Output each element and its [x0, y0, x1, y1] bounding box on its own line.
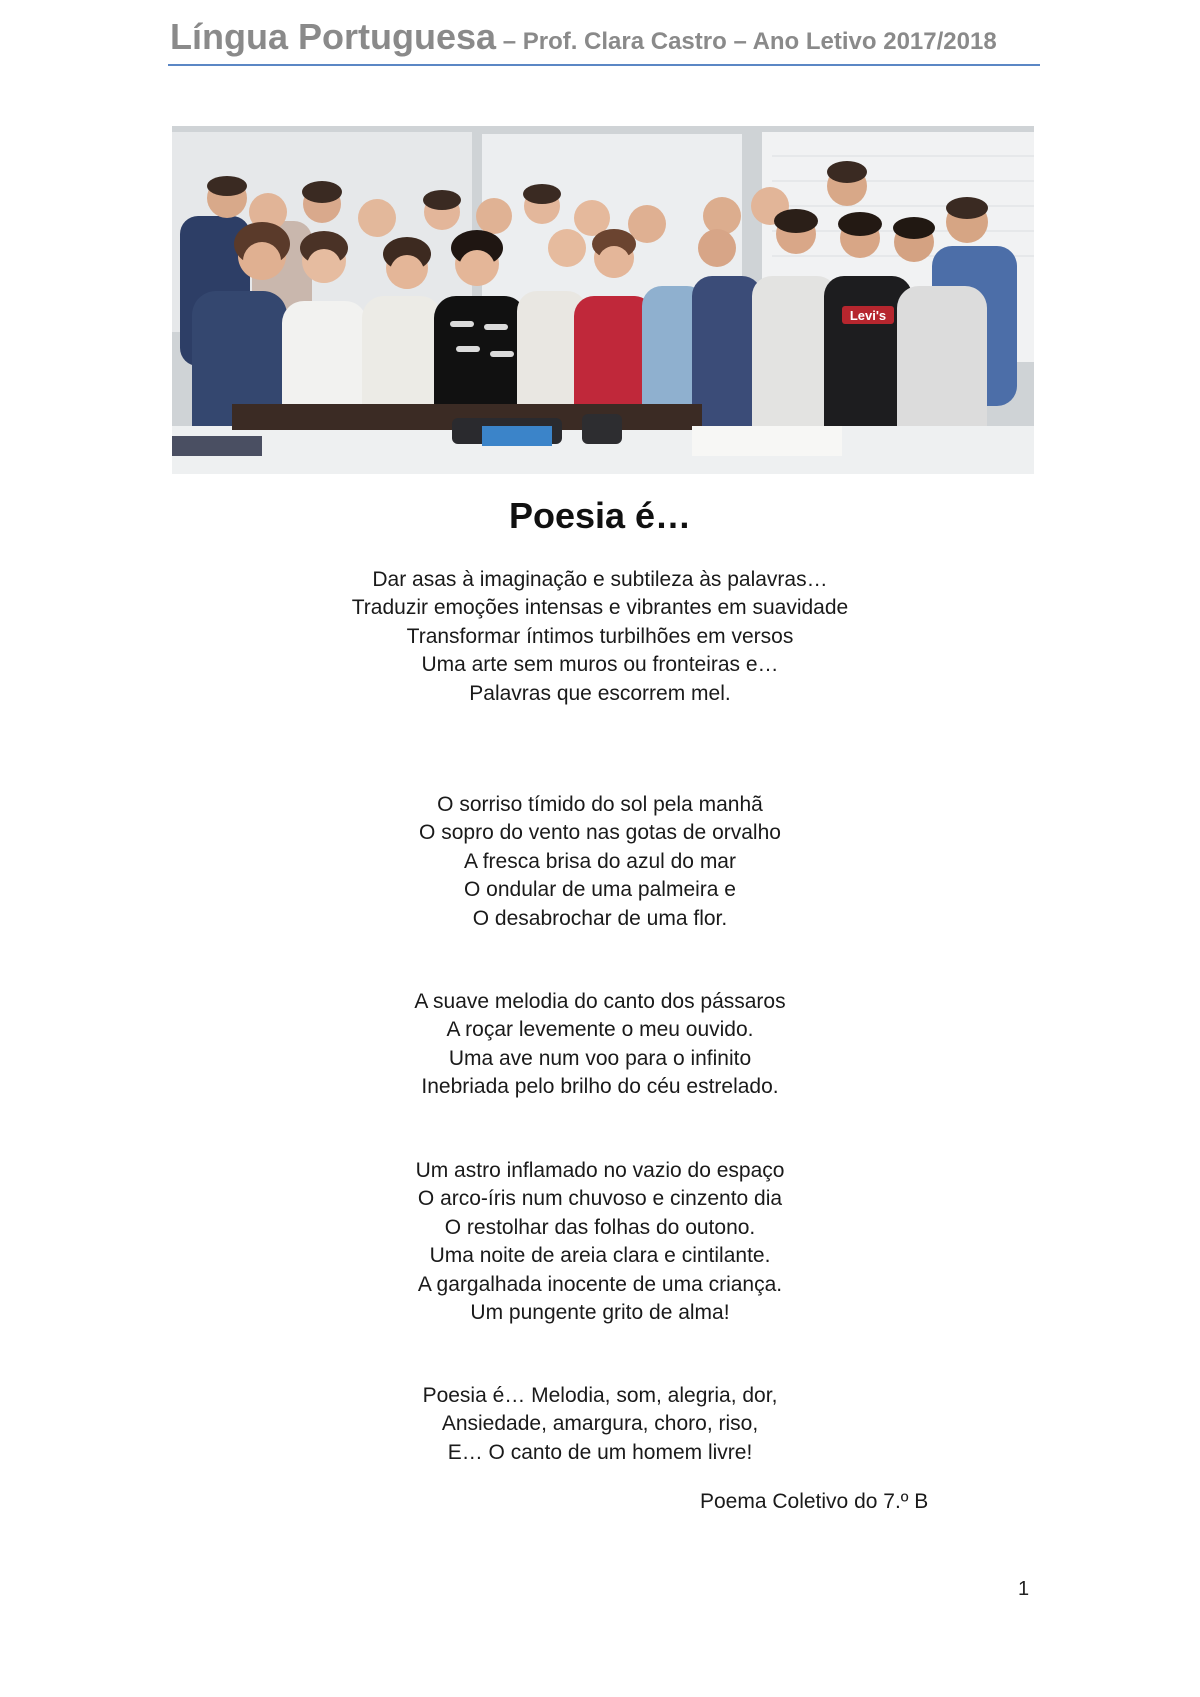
poem-line: Inebriada pelo brilho do céu estrelado. [421, 1075, 779, 1099]
poem-line: Uma noite de areia clara e cintilante. [429, 1244, 771, 1268]
shirt-logo-text: Levi's [849, 308, 887, 323]
poem-line: Uma arte sem muros ou fronteiras e… [421, 653, 779, 677]
poem-line: A suave melodia do canto dos pássaros [414, 990, 786, 1013]
poem-stanza-1 [200, 566, 1000, 708]
page-number: 1 [1018, 1578, 1030, 1600]
poem-stanza-4 [200, 1157, 1000, 1327]
poem-line: O sorriso tímido do sol pela manhã [437, 793, 763, 816]
poem-line: O sopro do vento nas gotas de orvalho [419, 821, 781, 845]
poem-line: Um astro inflamado no vazio do espaço [415, 1159, 785, 1182]
poem-line: Traduzir emoções intensas e vibrantes em suavidade [351, 596, 849, 620]
poem-line: A fresca brisa do azul do mar [464, 849, 736, 873]
poem-stanza-5 [200, 1382, 1000, 1467]
class-group-photo [172, 126, 1034, 474]
poem-line: Ansiedade, amargura, choro, riso, [441, 1412, 759, 1436]
poem-signature: Poema Coletivo do 7.º B [700, 1490, 929, 1513]
header-details: – Prof. Clara Castro – Ano Letivo 2017/2018 [496, 28, 997, 55]
page-header [170, 16, 1040, 58]
poem-stanza-3 [200, 988, 1000, 1102]
poem-line: Transformar íntimos turbilhões em versos [406, 624, 794, 648]
poem-line: O arco-íris num chuvoso e cinzento dia [417, 1187, 783, 1211]
poem-line: Dar asas à imaginação e subtileza às palavras… [372, 568, 828, 591]
poem-line: O desabrochar de uma flor. [472, 906, 728, 930]
poem-line: Palavras que escorrem mel. [469, 681, 731, 705]
poem-line: Uma ave num voo para o infinito [448, 1046, 752, 1070]
poem-line: A gargalhada inocente de uma criança. [417, 1272, 783, 1296]
poem-title: Poesia é… [508, 495, 692, 536]
poem-stanza-2 [200, 791, 1000, 933]
header-subject: Língua Portuguesa [170, 16, 497, 57]
header-divider [168, 64, 1040, 66]
poem-line: A roçar levemente o meu ouvido. [446, 1018, 754, 1042]
poem-line: Poesia é… Melodia, som, alegria, dor, [422, 1384, 778, 1407]
poem-line: Um pungente grito de alma! [470, 1301, 730, 1325]
poem-line: O restolhar das folhas do outono. [444, 1215, 756, 1239]
poem-line: O ondular de uma palmeira e [464, 878, 736, 902]
poem-line: E… O canto de um homem livre! [447, 1440, 753, 1464]
